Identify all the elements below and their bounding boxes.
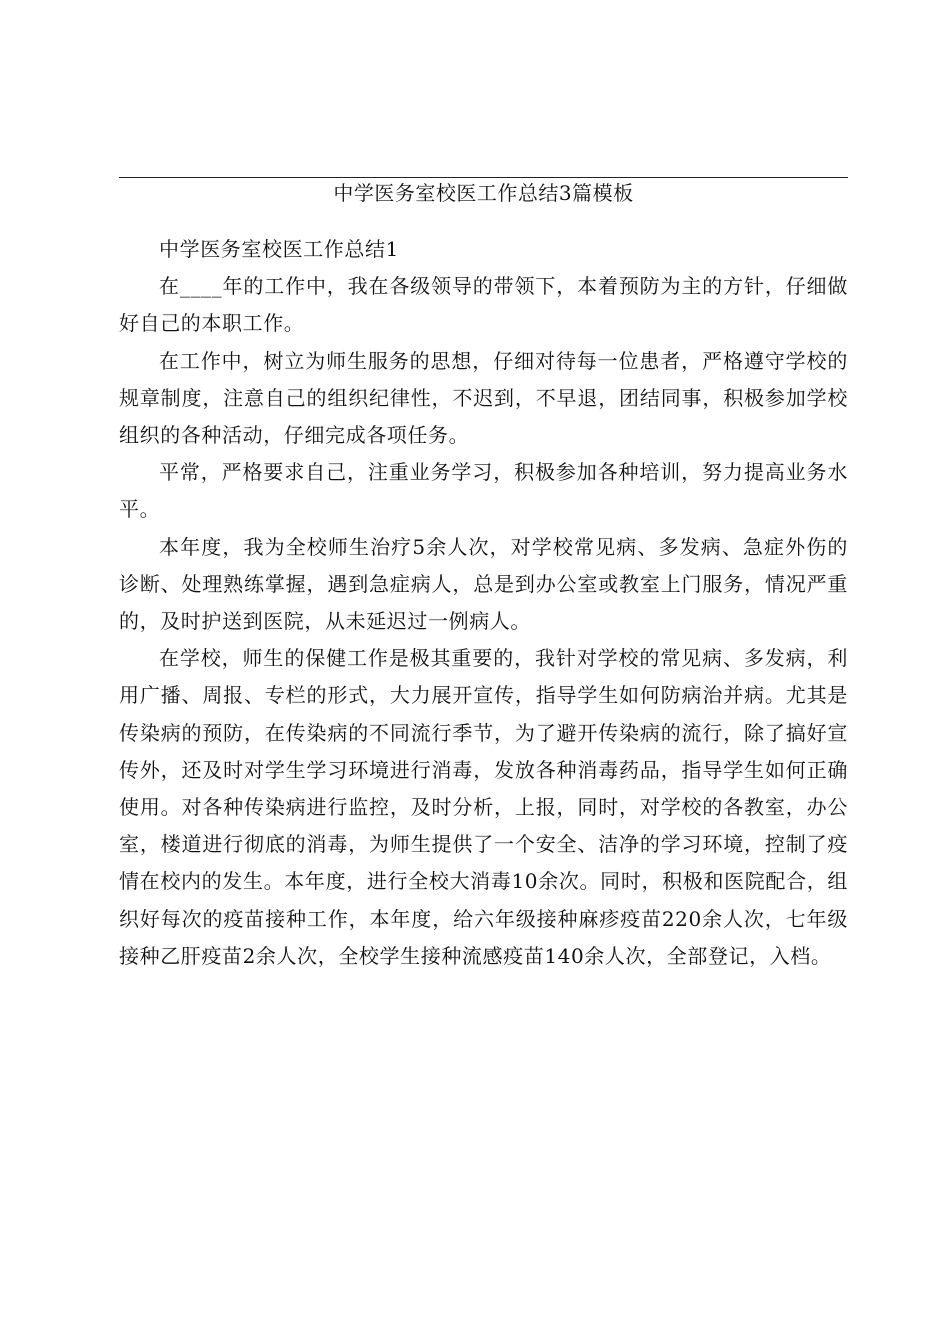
paragraph: 在____年的工作中，我在各级领导的带领下，本着预防为主的方针，仔细做好自己的本职工作。: [119, 274, 848, 336]
document-body: [119, 231, 848, 975]
paragraph: 在工作中，树立为师生服务的思想，仔细对待每一位患者，严格遵守学校的规章制度，注意自己的组织纪律性，不迟到，不早退，团结同事，积极参加学校组织的各种活动，仔细完成各项任务。: [119, 348, 848, 448]
paragraph: 本年度，我为全校师生治疗5余人次，对学校常见病、多发病、急症外伤的诊断、处理熟练掌握，遇到急症病人，总是到办公室或教室上门服务，情况严重的，及时护送到医院，从未延迟过一例病人。: [119, 534, 848, 634]
document-title: 中学医务室校医工作总结3篇模板: [333, 181, 634, 205]
paragraph: 在学校，师生的保健工作是极其重要的，我针对学校的常见病、多发病，利用广播、周报、专栏的形式，大力展开宣传，指导学生如何防病治并病。尤其是传染病的预防，在传染病的不同流行季节，为了避开传染病的流行，除了搞好宣传外，还及时对学生学习环境进行消毒，发放各种消毒药品，指导学生如何正确使用。对各种传染病进行监控，及时分析，上报，同时，对学校的各教室，办公室，楼道进行彻底的消毒，为师生提供了一个安全、洁净的学习环境，控制了疫情在校内的发生。本年度，进行全校大消毒10余次。同时，积极和医院配合，组织好每次的疫苗接种工作，本年度，给六年级接种麻疹疫苗220余人次，七年级接种乙肝疫苗2余人次，全校学生接种流感疫苗140余人次，全部登记，入档。: [119, 646, 848, 968]
paragraph: 平常，严格要求自己，注重业务学习，积极参加各种培训，努力提高业务水平。: [119, 460, 848, 522]
section-heading: 中学医务室校医工作总结1: [159, 237, 399, 261]
